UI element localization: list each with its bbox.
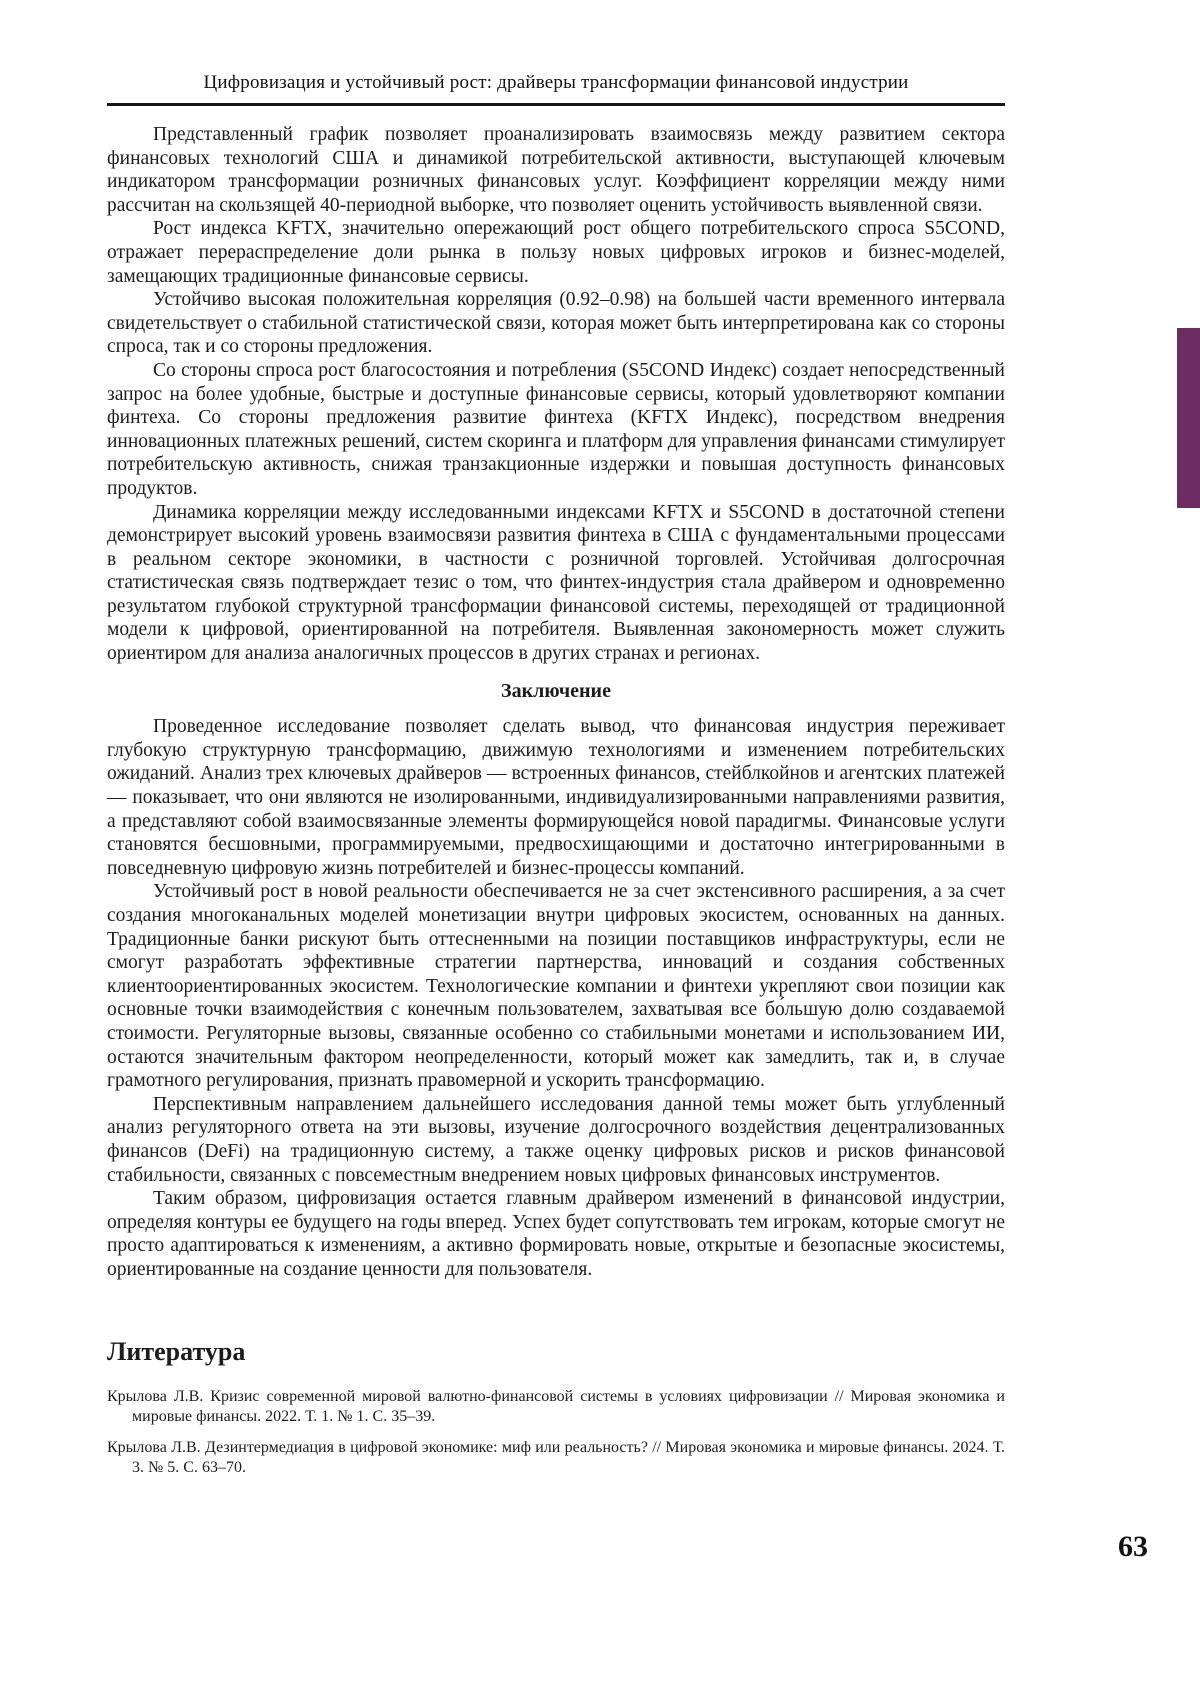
content-column [107, 0, 1005, 1489]
header-rule [107, 103, 1005, 106]
page-header [107, 0, 1005, 106]
article-body [107, 123, 1005, 1477]
reference-item: Крылова Л.В. Дезинтермедиация в цифровой экономике: миф или реальность? // Мировая экономика и мировые финансы. 2024. Т. 3. № 5. С. 63–70. [107, 1439, 1005, 1476]
paragraph-analysis-2: Рост индекса KFTX, значительно опережающий рост общего потребительского спроса S5COND, отражает перераспределение доли рынка в пользу новых цифровых игроков и бизнес-моделей, замещающих традиционные финансовые сервисы. [107, 218, 1005, 287]
paragraph-conclusion-2: Устойчивый рост в новой реальности обеспечивается не за счет экстенсивного расширения, а за счет создания многоканальных моделей монетизации внутри цифровых экосистем, основанных на данных. Традиционные банки рискуют быть оттесненными на позиции поставщиков инфраструктуры, если не смогут разработать эффективные стратегии партнерства, инноваций и создания собственных клиентоориентированных экосистем. Технологические компании и финтехи укрепляют свои позиции как основные точки взаимодействия с конечным пользователем, захватывая все бо́льшую долю создаваемой стоимости. Регуляторные вызовы, связанные особенно со стабильными монетами и использованием ИИ, остаются значительным фактором неопределенности, который может как замедлить, так и, в случае грамотного регулирования, признать правомерной и ускорить трансформацию. [107, 881, 1005, 1092]
paragraph-conclusion-4: Таким образом, цифровизация остается главным драйвером изменений в финансовой индустрии, определяя контуры ее будущего на годы вперед. Успех будет сопутствовать тем игрокам, которые смогут не просто адаптироваться к изменениям, а активно формировать новые, открытые и безопасные экосистемы, ориентированные на создание ценности для пользователя. [107, 1188, 1005, 1280]
paragraph-conclusion-1: Проведенное исследование позволяет сделать вывод, что финансовая индустрия переживает глубокую структурную трансформацию, движимую технологиями и изменением потребительских ожиданий. Анализ трех ключевых драйверов — встроенных финансов, стейблкойнов и агентских платежей — показывает, что они являются не изолированными, индивидуализированными направлениями развития, а представляют собой взаимосвязанные элементы формирующейся новой парадигмы. Финансовые услуги становятся бесшовными, программируемыми, предвосхищающими и достаточно интегрированными в повседневную цифровую жизнь потребителей и бизнес-процессы компаний. [107, 716, 1005, 879]
paragraph-analysis-4: Со стороны спроса рост благосостояния и потребления (S5COND Индекс) создает непосредственный запрос на более удобные, быстрые и доступные финансовые сервисы, который удовлетворяют компании финтеха. Со стороны предложения развитие финтеха (KFTX Индекс), посредством внедрения инновационных платежных решений, систем скоринга и платформ для управления финансами стимулирует потребительскую активность, снижая транзакционные издержки и повышая доступность финансовых продуктов. [107, 359, 1005, 499]
conclusion-heading: Заключение [501, 679, 611, 702]
paragraph-analysis-1: Представленный график позволяет проанализировать взаимосвязь между развитием сектора финансовых технологий США и динамикой потребительской активности, выступающей ключевым индикатором трансформации розничных финансовых услуг. Коэффициент корреляции между ними рассчитан на скользящей 40-периодной выборке, что позволяет оценить устойчивость выявленной связи. [107, 124, 1005, 216]
literature-heading: Литература [107, 1336, 246, 1366]
running-title: Цифровизация и устойчивый рост: драйверы трансформации финансовой индустрии [203, 72, 909, 93]
paragraph-analysis-5: Динамика корреляции между исследованными индексами KFTX и S5COND в достаточной степени демонстрирует высокий уровень взаимосвязи развития финтеха в США с фундаментальными процессами в реальном секторе экономики, в частности с розничной торговлей. Устойчивая долгосрочная статистическая связь подтверждает тезис о том, что финтех-индустрия стала драйвером и одновременно результатом глубокой структурной трансформации финансовой системы, переходящей от традиционной модели к цифровой, ориентированной на потребителя. Выявленная закономерность может служить ориентиром для анализа аналогичных процессов в других странах и регионах. [107, 501, 1005, 665]
page-number: 63 [1118, 1530, 1148, 1563]
reference-item: Крылова Л.В. Кризис современной мировой валютно-финансовой системы в условиях цифровизации // Мировая экономика и мировые финансы. 2022. Т. 1. № 1. С. 35–39. [107, 1388, 1005, 1425]
paragraph-conclusion-3: Перспективным направлением дальнейшего исследования данной темы может быть углубленный анализ регуляторного ответа на эти вызовы, изучение долгосрочного воздействия децентрализованных финансов (DeFi) на традиционную систему, а также оценку цифровых рисков и рисков финансовой стабильности, связанных с повсеместным внедрением новых цифровых финансовых инструментов. [107, 1093, 1005, 1186]
reference-list [107, 1387, 1005, 1477]
paragraph-analysis-3: Устойчиво высокая положительная корреляция (0.92–0.98) на большей части временного интервала свидетельствует о стабильной статистической связи, которая может быть интерпретирована как со стороны спроса, так и со стороны предложения. [107, 289, 1005, 358]
chapter-tab-marker [1177, 328, 1200, 508]
